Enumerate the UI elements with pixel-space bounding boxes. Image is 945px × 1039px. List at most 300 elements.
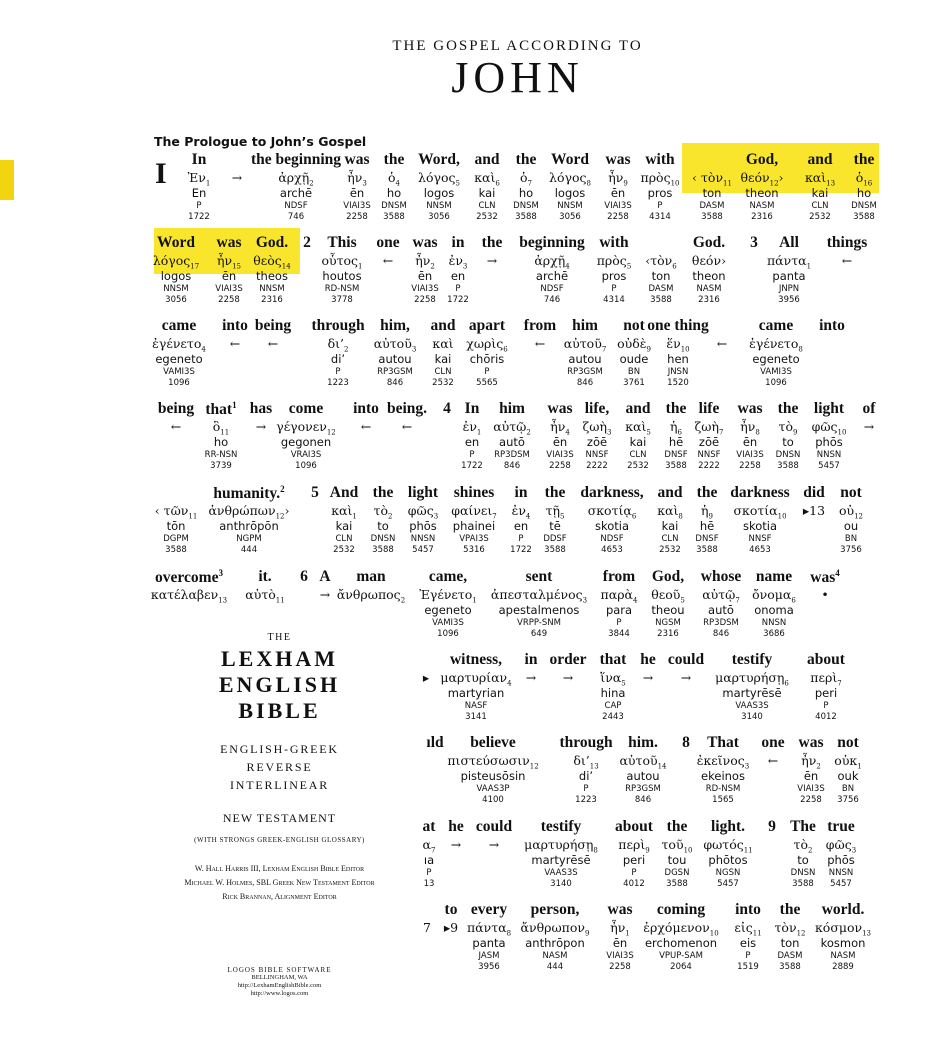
greek-word-text: οὐδὲ <box>617 336 647 351</box>
transliteration-text: tōn <box>166 519 186 533</box>
transliteration-text: theon <box>692 269 726 283</box>
english-word-text: overcome <box>155 569 219 587</box>
greek-word <box>466 336 508 354</box>
strongs-number <box>432 378 454 388</box>
english-word <box>250 400 272 418</box>
english-word-text: Word <box>551 151 589 168</box>
greek-word <box>155 503 198 521</box>
section-title: The Prologue to John’s Gospel <box>154 134 367 149</box>
parsing-code <box>411 534 435 544</box>
strongs-number <box>437 629 459 639</box>
transliteration-text: ho <box>518 186 534 200</box>
strongs-number-text: 746 <box>543 295 561 305</box>
parsing-code-text: P <box>518 534 524 544</box>
strongs-number <box>333 545 355 555</box>
greek-word <box>617 336 651 354</box>
english-word <box>652 568 684 586</box>
parsing-code-text: CAP <box>604 701 622 711</box>
parsing-code-text: DNSN <box>775 450 801 460</box>
parsing-code <box>335 367 340 377</box>
english-word-text: whose <box>700 568 742 585</box>
parsing-code <box>823 701 828 711</box>
english-word <box>711 818 745 836</box>
word-order-number: 9 <box>708 512 713 521</box>
english-word <box>470 734 516 752</box>
greek-word <box>564 336 607 354</box>
strongs-number <box>218 295 240 305</box>
cover-subtitle-3: INTERLINEAR <box>229 778 330 792</box>
cover-publisher-name: LOGOS BIBLE SOFTWARE <box>227 966 332 974</box>
cover-url-2: http://www.logos.com <box>250 990 309 997</box>
greek-word <box>535 336 545 351</box>
greek-word-text: μαρτυρήσῃ <box>715 670 785 685</box>
greek-word-text: δι’ <box>327 336 344 351</box>
transliteration <box>601 686 626 700</box>
english-word-text: he <box>448 818 464 835</box>
cover-glossary: (WITH STRONGS GREEK-ENGLISH GLOSSARY) <box>194 836 365 844</box>
english-word <box>697 484 718 502</box>
english-word <box>413 234 438 252</box>
greek-word <box>402 419 412 434</box>
parsing-code-text: BN <box>841 784 855 794</box>
strongs-number-text: 2258 <box>609 962 631 972</box>
transliteration-text: chōris <box>469 352 505 366</box>
parsing-code-text: VAAS3S <box>544 868 578 878</box>
parsing-code-text: VRAI3S <box>290 450 322 460</box>
parsing-code-text: DASM <box>648 284 674 294</box>
english-word <box>559 734 612 752</box>
word-order-number: 10 <box>837 428 847 437</box>
strongs-number-text: 1722 <box>447 295 469 305</box>
greek-word <box>276 419 336 437</box>
strongs-number-text: 846 <box>503 461 521 471</box>
transliteration-text: to <box>782 435 794 449</box>
strongs-number <box>575 795 597 805</box>
english-word-text: testify <box>540 818 582 835</box>
word-order-number: 12 <box>326 428 336 437</box>
word-order-number: 17 <box>190 262 200 271</box>
parsing-code <box>616 618 621 628</box>
parsing-code <box>778 951 803 961</box>
transliteration <box>662 519 679 533</box>
parsing-code <box>343 201 370 211</box>
transliteration-text: kai <box>335 519 353 533</box>
word-order-number: 6 <box>631 512 637 521</box>
greek-word-text: αὐτὸ <box>245 587 276 602</box>
greek-word-text: μαρτυρήσῃ <box>524 837 594 852</box>
parsing-code <box>479 951 500 961</box>
parsing-code-text: VAAS3P <box>476 784 510 794</box>
transliteration <box>214 435 228 449</box>
strongs-number-text: 3588 <box>544 545 566 555</box>
strongs-number <box>777 461 799 471</box>
greek-word-text: ← <box>382 253 394 268</box>
english-word-text: was <box>607 901 633 918</box>
strongs-number <box>428 212 450 222</box>
strongs-number-text: 444 <box>240 545 258 555</box>
drop-cap: I <box>155 157 167 190</box>
parsing-code-text: CLN <box>629 450 647 460</box>
english-word-text: shines <box>453 484 495 501</box>
transliteration <box>568 352 601 366</box>
english-word-text: 6 <box>300 568 308 585</box>
transliteration-text: zōē <box>698 435 720 449</box>
strongs-number-text: 846 <box>712 629 730 639</box>
greek-word-text: ἐν <box>511 503 526 518</box>
transliteration-text: En <box>191 186 207 200</box>
parsing-code-text: NNSN <box>761 618 787 628</box>
bracket-close: › <box>721 253 727 268</box>
english-word-text: name <box>755 568 793 585</box>
greek-word <box>640 170 679 188</box>
english-word <box>450 651 502 669</box>
transliteration <box>701 769 745 783</box>
english-word-text: one thing <box>647 317 709 334</box>
strongs-number <box>346 212 368 222</box>
transliteration-text: kai <box>811 186 829 200</box>
transliteration-text: ēn <box>612 936 628 950</box>
parsing-code <box>411 284 438 294</box>
english-word-text: light <box>813 400 845 417</box>
parsing-code <box>606 951 633 961</box>
english-word-text: about <box>807 651 845 668</box>
english-word-text: and <box>657 484 683 501</box>
english-word-text: the <box>372 484 394 501</box>
greek-word <box>423 920 431 935</box>
word-order-number: 11 <box>743 846 753 855</box>
transliteration-text: ēn <box>610 186 626 200</box>
transliteration <box>797 853 809 867</box>
greek-word <box>834 753 861 771</box>
transliteration <box>838 769 859 783</box>
transliteration <box>465 435 479 449</box>
parsing-code-text: CLN <box>661 534 679 544</box>
parsing-code-text: VIAI3S <box>797 784 825 794</box>
greek-word-text: ζωὴ <box>582 419 607 434</box>
parsing-code-text: P <box>657 201 663 211</box>
word-order-number: 8 <box>506 929 512 938</box>
transliteration <box>708 603 734 617</box>
english-word <box>380 317 410 335</box>
transliteration <box>651 603 684 617</box>
strongs-number-text: 3056 <box>559 212 581 222</box>
parsing-code <box>215 284 242 294</box>
english-word-text: That <box>707 734 739 751</box>
english-word-text: In <box>191 151 207 168</box>
strongs-number <box>424 879 435 889</box>
parsing-code <box>259 284 284 294</box>
greek-word-text: → <box>319 587 331 602</box>
english-word-text: God. <box>692 234 726 251</box>
parsing-code <box>163 534 189 544</box>
greek-word <box>374 336 417 354</box>
strongs-number <box>627 461 649 471</box>
word-order-number: 9 <box>646 345 651 354</box>
strongs-number-text: 5457 <box>717 879 739 889</box>
greek-word-text: ἀρχῇ <box>278 170 310 185</box>
word-order-number: 7 <box>735 596 740 605</box>
greek-word-text: ἐκεῖνος <box>696 753 745 768</box>
english-word-text: life, <box>584 400 610 417</box>
word-order-number: 1 <box>476 428 482 437</box>
english-word <box>356 568 385 586</box>
parsing-code <box>797 784 824 794</box>
greek-word <box>171 419 181 434</box>
greek-word <box>752 587 796 605</box>
transliteration-text: ekeinos <box>701 769 745 783</box>
cover-editor-1: W. Hall Harris III, Lexham English Bible Editor <box>194 864 365 873</box>
strongs-number-text: 5457 <box>818 461 840 471</box>
english-word <box>525 651 538 669</box>
parsing-code <box>583 784 588 794</box>
greek-word <box>625 419 651 437</box>
transliteration-text: anthrōpōn <box>219 519 279 533</box>
greek-word-text: ἦν <box>550 419 566 434</box>
english-word <box>158 400 194 418</box>
word-order-number: 9 <box>584 929 590 938</box>
transliteration-text: phōtos <box>708 853 748 867</box>
parsing-code-text: NGSN <box>715 868 741 878</box>
word-order-number: 5 <box>559 512 565 521</box>
transliteration-text: pisteusōsin <box>460 769 526 783</box>
strongs-number <box>830 879 852 889</box>
transliteration <box>587 435 607 449</box>
strongs-number-text: 2532 <box>476 212 498 222</box>
greek-word-text: περὶ <box>810 670 838 685</box>
transliteration-text: ēn <box>349 186 365 200</box>
word-order-number: 3 <box>411 345 417 354</box>
english-word-text: world. <box>821 901 865 918</box>
word-order-number: 4 <box>525 512 531 521</box>
parsing-code-text: RP3GSM <box>377 367 413 377</box>
transliteration <box>669 435 683 449</box>
parsing-code-text: NNSN <box>828 868 854 878</box>
transliteration-text: apestalmenos <box>498 603 580 617</box>
english-word <box>827 818 855 836</box>
greek-word-text: → <box>486 253 498 268</box>
strongs-number-text: 2443 <box>602 712 624 722</box>
english-word-text: And <box>329 484 359 501</box>
english-word-text: order <box>549 651 587 668</box>
english-word <box>735 901 761 919</box>
parsing-code <box>748 534 771 544</box>
parsing-code-text: NNSM <box>557 201 583 211</box>
parsing-code-text: CLN <box>478 201 496 211</box>
english-word <box>647 317 709 335</box>
parsing-code-text: DNSM <box>851 201 877 211</box>
greek-word-text: ‹ τῶν <box>154 503 189 518</box>
transliteration <box>708 853 747 867</box>
english-word <box>799 734 824 752</box>
greek-word <box>600 670 625 688</box>
greek-word <box>534 253 569 271</box>
english-word <box>628 734 658 752</box>
transliteration <box>418 269 432 283</box>
strongs-number <box>476 378 498 388</box>
word-order-number: 2 <box>400 596 406 605</box>
parsing-code-text: RP3GSM <box>625 784 661 794</box>
greek-word-text: ὁ <box>520 170 528 185</box>
greek-word <box>697 753 750 771</box>
english-word-text: in <box>524 651 538 668</box>
parsing-code <box>736 450 763 460</box>
parsing-code <box>426 201 451 211</box>
strongs-number-text: 3141 <box>465 712 487 722</box>
gospel-heading: THE GOSPEL ACCORDING TO <box>392 38 643 54</box>
transliteration-text: phōs <box>827 853 855 867</box>
english-word <box>205 400 236 419</box>
parsing-code <box>703 618 739 628</box>
transliteration <box>844 519 858 533</box>
strongs-number-text: 846 <box>386 378 404 388</box>
greek-word <box>493 419 531 437</box>
word-order-number: 7 <box>527 179 532 188</box>
parsing-code-text: VAAS3S <box>735 701 769 711</box>
greek-word <box>524 837 598 855</box>
english-word <box>768 818 776 836</box>
english-word <box>471 901 507 919</box>
transliteration-text: ouk <box>837 769 859 783</box>
strongs-number-text: 1565 <box>712 795 734 805</box>
greek-word <box>692 170 732 188</box>
english-word-text: he <box>640 651 656 668</box>
parsing-code <box>750 201 775 211</box>
greek-word-text: ἦν <box>610 920 626 935</box>
parsing-code <box>557 201 582 211</box>
greek-word <box>597 253 632 271</box>
greek-word <box>601 587 638 605</box>
transliteration <box>648 186 673 200</box>
transliteration-text: egeneto <box>752 352 800 366</box>
transliteration <box>611 186 625 200</box>
english-word-text: testify <box>731 651 773 668</box>
parsing-code <box>629 450 646 460</box>
strongs-number-text: 4653 <box>749 545 771 555</box>
parsing-code-text: RP3GSM <box>567 367 603 377</box>
greek-word-text: φῶς <box>825 837 852 852</box>
parsing-code <box>335 534 352 544</box>
transliteration-text: ho <box>386 186 402 200</box>
english-word-text: 9 <box>768 818 776 835</box>
cover-overlay <box>152 622 407 1039</box>
english-word <box>819 317 845 335</box>
transliteration-text: ou <box>843 519 859 533</box>
greek-word <box>268 336 278 351</box>
english-word-text: into <box>735 901 761 918</box>
english-word <box>384 151 405 169</box>
transliteration <box>703 186 722 200</box>
transliteration-text: oude <box>619 352 649 366</box>
english-word-text: was <box>216 234 242 251</box>
greek-word-text: → <box>450 837 462 852</box>
english-word <box>531 901 580 919</box>
strongs-number <box>737 962 759 972</box>
transliteration-text: kai <box>629 435 647 449</box>
strongs-number-text: 4012 <box>623 879 645 889</box>
word-order-number: 3 <box>462 262 468 271</box>
greek-word-text: • <box>821 587 829 602</box>
english-word <box>756 568 792 586</box>
greek-word <box>666 336 689 354</box>
english-word <box>541 818 581 836</box>
english-word-text: believe <box>470 734 516 751</box>
strongs-number <box>544 545 566 555</box>
strongs-number-text: 3588 <box>383 212 405 222</box>
english-word-text: things <box>826 234 868 251</box>
english-word-text: God, <box>651 568 685 585</box>
parsing-code-text: VAMI3S <box>760 367 792 377</box>
parsing-code-text: DDSF <box>543 534 567 544</box>
strongs-number <box>165 545 187 555</box>
greek-word-text: ἄνθρωπος <box>336 587 401 602</box>
strongs-number <box>482 795 504 805</box>
english-word <box>327 234 356 252</box>
word-order-number: 4 <box>507 679 512 688</box>
english-word <box>827 234 868 252</box>
greek-word-text: καὶ <box>474 170 496 185</box>
strongs-number <box>544 295 560 305</box>
greek-word-text: ἀρχῇ <box>534 253 566 268</box>
greek-word <box>619 753 666 771</box>
word-order-number: 5 <box>646 428 651 437</box>
strongs-number-text: 4653 <box>601 545 623 555</box>
strongs-number-text: 1223 <box>575 795 597 805</box>
strongs-number-text: 2258 <box>414 295 436 305</box>
greek-word <box>328 336 349 354</box>
parsing-code-text: NGPM <box>236 534 262 544</box>
parsing-code <box>735 701 768 711</box>
parsing-code-text: NDSF <box>284 201 308 211</box>
parsing-code-text: NDSF <box>600 534 624 544</box>
strongs-number-text: 3588 <box>665 461 687 471</box>
greek-word-text: ← <box>267 336 279 351</box>
transliteration <box>192 186 207 200</box>
transliteration <box>700 519 714 533</box>
strongs-number <box>649 212 671 222</box>
strongs-number-text: 4012 <box>815 712 837 722</box>
transliteration <box>461 769 526 783</box>
parsing-code-text: P <box>455 284 461 294</box>
greek-word-text: 7 <box>423 920 431 935</box>
parsing-code-text: NDSF <box>540 284 564 294</box>
english-word <box>657 901 705 919</box>
parsing-code <box>476 784 509 794</box>
transliteration <box>626 769 659 783</box>
parsing-code <box>600 534 623 544</box>
strongs-number <box>601 545 623 555</box>
greek-word <box>408 503 438 521</box>
strongs-number <box>832 962 854 972</box>
greek-word <box>487 253 497 268</box>
parsing-code <box>655 618 681 628</box>
strongs-number-text: 1096 <box>168 378 190 388</box>
word-order-number: 11 <box>188 512 198 521</box>
greek-word <box>768 753 778 768</box>
english-word-text: God, <box>745 151 779 168</box>
english-word <box>426 734 443 752</box>
english-word-text: All <box>779 234 799 251</box>
parsing-code <box>567 367 603 377</box>
parsing-code-text: CLN <box>335 534 353 544</box>
word-order-number: 2 <box>430 262 435 271</box>
strongs-number-text: 3756 <box>837 795 859 805</box>
greek-word <box>573 753 598 771</box>
greek-word <box>449 253 468 271</box>
transliteration <box>479 186 496 200</box>
word-order-number: 3 <box>362 179 367 188</box>
greek-word-text: δι’ <box>573 753 590 768</box>
english-word <box>217 234 242 252</box>
